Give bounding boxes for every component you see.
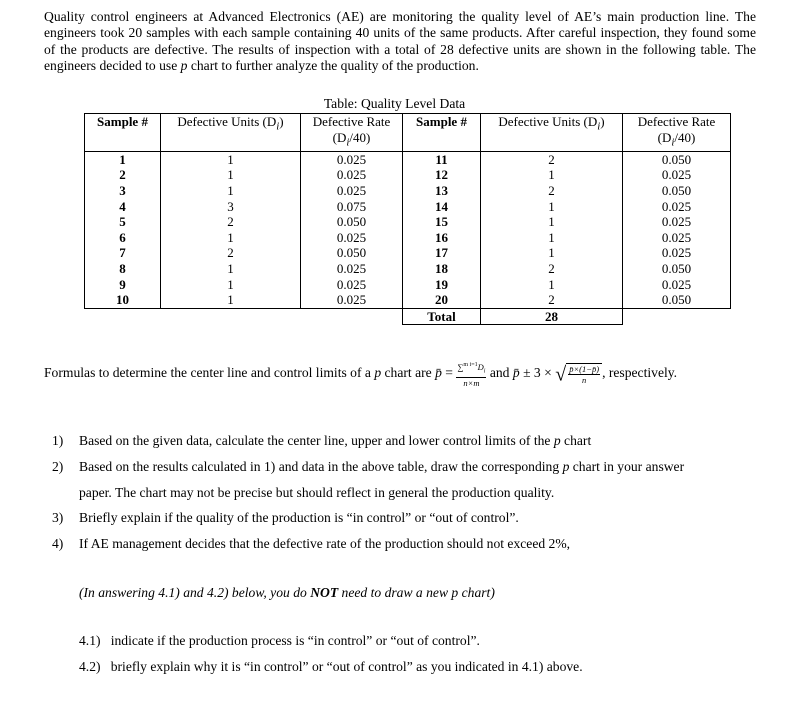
formula-chart-are: chart are [381,364,436,380]
question-text [79,458,684,476]
formula-pbar-2: p̄ [512,364,520,380]
table-row [85,277,731,293]
header-units-close: ) [279,114,284,129]
question-text: Briefly explain if the quality of the production is “in control” or “out of control”. [79,510,519,525]
cell-rate: 0.025 [301,277,403,293]
cell-rate: 0.025 [623,199,731,215]
cell-sample: 11 [403,151,481,167]
cell-units: 1 [481,230,623,246]
cell-rate: 0.075 [301,199,403,215]
header-units-text: Defective Units (D [498,114,598,129]
header-units-close: ) [600,114,605,129]
question-text-a: Based on the results calculated in 1) and data in the above table, draw the corresponding [79,459,563,474]
cell-rate: 0.050 [301,214,403,230]
intro-text-1: Quality control engineers at Advanced Electronics (AE) are monitoring the quality level of AE’s main production line. The engineers took 20 samples with each sample containing 40 units of the same products. After careful inspection, they found some of the products are defective. The results of inspection with a total of 28 defective units are shown in the following table. The engineers decided to use [44,9,756,74]
subquestion-number: 4.1) [79,633,101,648]
cell-sample: 1 [85,151,161,167]
cell-sample: 8 [85,261,161,277]
cell-sample: 17 [403,245,481,261]
cell-sample: 13 [403,183,481,199]
cell-units: 2 [481,261,623,277]
formula-lead: Formulas to determine the center line and control limits of a [44,364,375,380]
empty-cell [161,308,301,325]
subquestion-text: indicate if the production process is “in control” or “out of control”. [110,633,480,648]
subquestion-number: 4.2) [79,659,101,674]
question-number: 3) [52,510,64,525]
cell-rate: 0.025 [623,167,731,183]
cell-units: 1 [481,214,623,230]
sum-limits: m i=1 [463,362,478,368]
sqrt-denominator: n [582,374,587,385]
sum-i: i [483,368,486,375]
intro-text-2: chart to further analyze the quality of the production. [187,58,479,74]
problem-intro [44,9,756,75]
formula-p: p [374,364,382,380]
subquestion-text: briefly explain why it is “in control” or “out of control” as you indicated in 4.1) above. [110,659,583,674]
cell-units: 1 [161,151,301,167]
cell-units: 2 [481,151,623,167]
question-text-b: chart in your answer [569,459,685,474]
sqrt-radicand [566,363,602,385]
formula-and: and [489,364,513,380]
total-value: 28 [481,308,623,325]
subquestion-4-1 [79,633,480,649]
header-rate-sub-i: i [346,136,350,149]
table-row [85,230,731,246]
formula-tail: , respectively. [602,364,678,380]
cell-sample: 16 [403,230,481,246]
cell-rate: 0.025 [301,183,403,199]
formula-fraction [456,360,486,388]
table-row [85,167,731,183]
empty-cell [623,308,731,325]
formula-fraction-numerator [456,360,486,378]
header-rate-sub-open: (D [657,129,672,145]
cell-units: 2 [481,183,623,199]
header-defective-units-left [161,114,301,152]
quality-level-table [84,113,731,325]
cell-rate: 0.025 [301,261,403,277]
cell-rate: 0.050 [623,292,731,308]
cell-rate: 0.050 [623,151,731,167]
cell-rate: 0.025 [623,245,731,261]
header-rate-text: Defective Rate [312,114,391,129]
cell-rate: 0.050 [623,261,731,277]
sqrt-numerator: p̄×(1−p̄) [569,363,600,374]
cell-rate: 0.025 [301,292,403,308]
cell-rate: 0.025 [301,151,403,167]
question-var: p [562,459,570,474]
header-rate-sub-close: /40) [674,129,696,145]
question-text-a: Based on the given data, calculate the center line, upper and lower control limits of the [79,433,554,448]
question-number: 1) [52,433,64,448]
cell-rate: 0.050 [623,183,731,199]
header-rate-sub-i: i [671,136,675,149]
cell-sample: 10 [85,292,161,308]
cell-units: 1 [481,245,623,261]
cell-rate: 0.025 [301,230,403,246]
cell-sample: 7 [85,245,161,261]
sum-symbol: ∑ [457,361,464,372]
cell-units: 2 [161,245,301,261]
table-row [85,261,731,277]
cell-units: 1 [481,199,623,215]
cell-sample: 4 [85,199,161,215]
cell-sample: 18 [403,261,481,277]
question-text: If AE management decides that the defective rate of the production should not exceed 2%, [79,536,571,551]
formula-fraction-denominator: n×m [463,377,480,388]
answer-note [79,585,495,601]
cell-units: 1 [161,230,301,246]
cell-rate: 0.025 [623,230,731,246]
sqrt-icon: √ [555,363,567,386]
formula-pm: ± 3 × [519,364,556,380]
cell-sample: 14 [403,199,481,215]
table-caption: Table: Quality Level Data [323,96,466,111]
table-row [85,245,731,261]
subquestion-4-2 [79,659,583,675]
table-total-row [85,308,731,325]
header-rate-text: Defective Rate [637,114,716,129]
cell-units: 1 [161,277,301,293]
header-defective-rate-left [301,114,403,152]
empty-cell [301,308,403,325]
header-defective-rate-right [623,114,731,152]
cell-rate: 0.025 [301,167,403,183]
cell-units: 1 [161,292,301,308]
cell-units: 2 [161,214,301,230]
table-row [85,214,731,230]
table-row [85,199,731,215]
cell-sample: 15 [403,214,481,230]
cell-sample: 9 [85,277,161,293]
question-text: paper. The chart may not be precise but should reflect in general the production quality. [79,485,555,500]
header-rate-sub-close: /40) [349,129,371,145]
cell-units: 1 [161,261,301,277]
cell-rate: 0.025 [623,277,731,293]
cell-units: 1 [481,167,623,183]
table-header-row [85,114,731,152]
header-units-sub: i [276,120,280,133]
cell-sample: 2 [85,167,161,183]
note-not: NOT [310,585,339,600]
formula-sqrt [555,363,602,385]
header-sample-right: Sample # [403,114,481,152]
sum-D: D [477,361,484,372]
cell-units: 1 [161,183,301,199]
total-label: Total [403,308,481,325]
formula-eq: = [441,364,457,380]
cell-sample: 19 [403,277,481,293]
question-text-b: chart [560,433,592,448]
question-text [79,432,591,450]
cell-sample: 20 [403,292,481,308]
cell-rate: 0.025 [623,214,731,230]
cell-sample: 6 [85,230,161,246]
table-row [85,183,731,199]
header-units-sub: i [597,120,601,133]
formula-pbar: p̄ [435,364,442,380]
question-number: 2) [52,459,64,474]
cell-units: 3 [161,199,301,215]
cell-units: 1 [481,277,623,293]
header-sample-left: Sample # [85,114,161,152]
note-a: (In answering 4.1) and 4.2) below, you do [79,585,311,600]
header-units-text: Defective Units (D [177,114,277,129]
cell-sample: 12 [403,167,481,183]
cell-units: 1 [161,167,301,183]
cell-rate: 0.050 [301,245,403,261]
formula-line [44,360,764,388]
cell-sample: 3 [85,183,161,199]
intro-p-variable: p [180,58,188,74]
table-row [85,292,731,308]
empty-cell [85,308,161,325]
cell-sample: 5 [85,214,161,230]
cell-units: 2 [481,292,623,308]
header-defective-units-right [481,114,623,152]
header-rate-sub-open: (D [332,129,347,145]
question-number: 4) [52,536,64,551]
sqrt-fraction [568,364,600,385]
question-var: p [553,433,561,448]
table-row [85,151,731,167]
note-c: need to draw a new p chart) [338,585,495,600]
